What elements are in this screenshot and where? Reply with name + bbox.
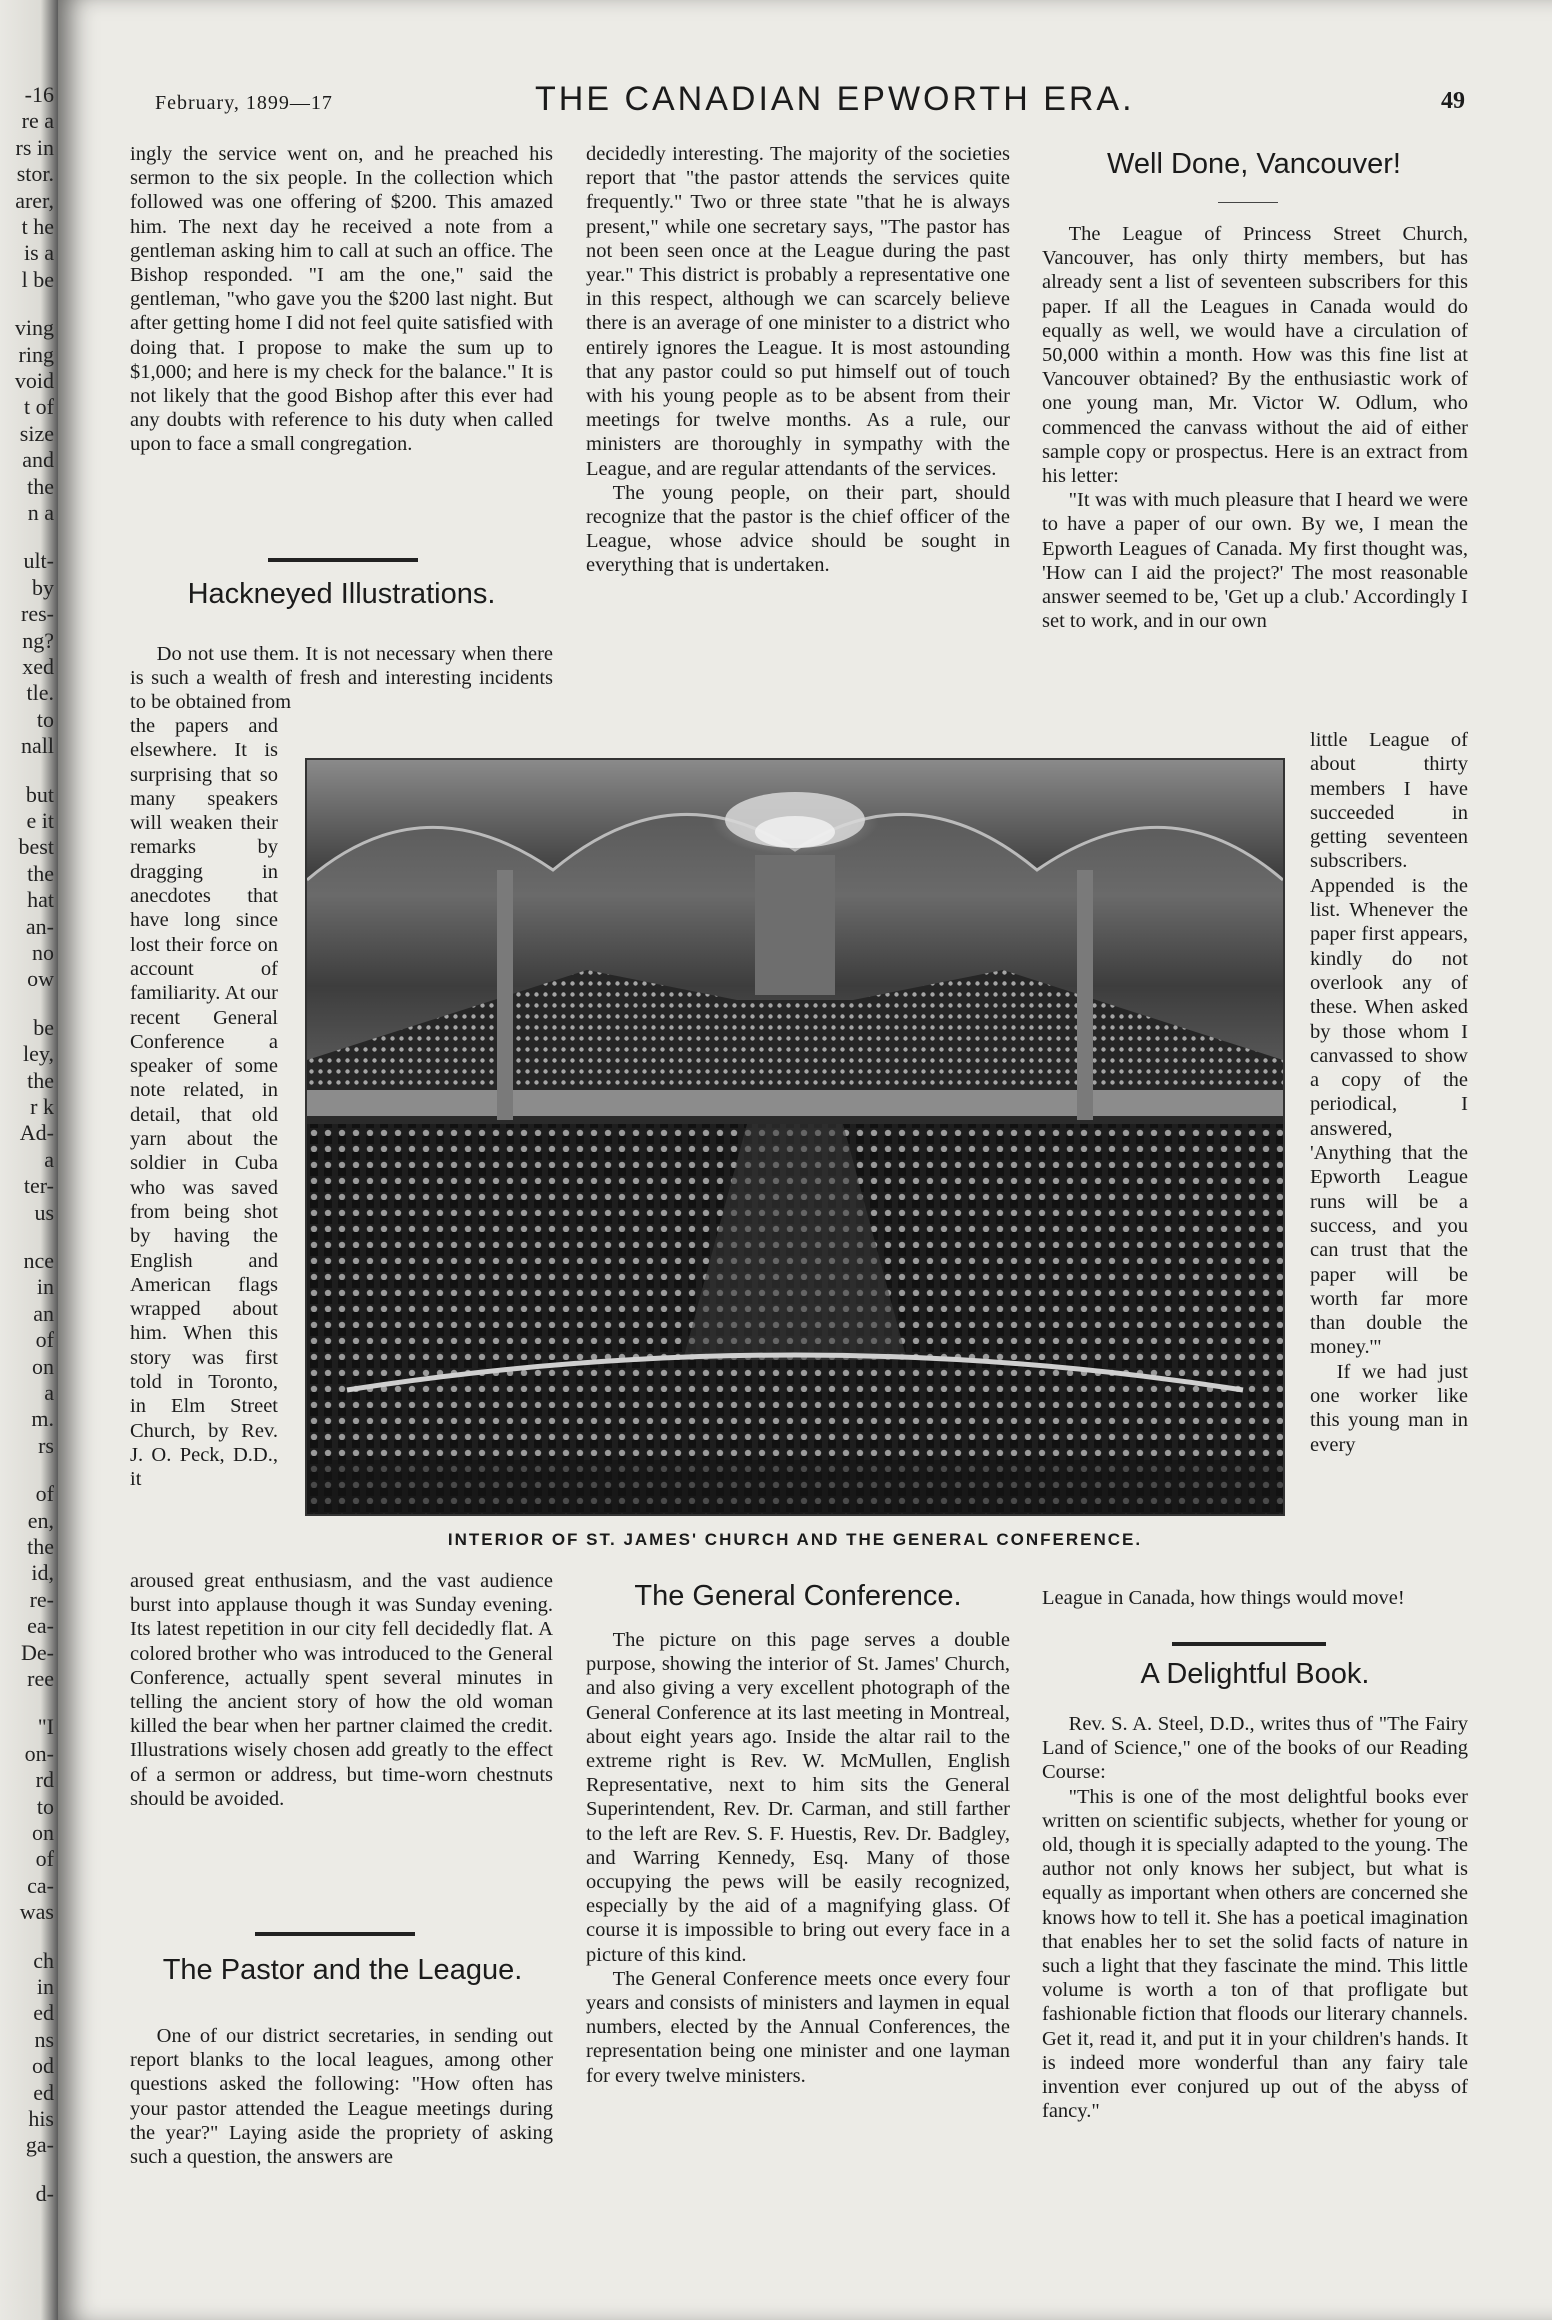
edge-fragment: in [36, 1974, 54, 1999]
edge-fragment: a [44, 1380, 54, 1405]
edge-fragment: en, [27, 1507, 54, 1533]
edge-fragment: an- [25, 913, 54, 939]
paragraph: The picture on this page serves a double purpose, showing the interior of St. James' Church, and also giving a very excellent photograph of the General Conference at its last meeting in Montreal, about eight years ago. Inside the altar rail to the extreme right is Rev. W. McMullen, English Representative, next to him sits the General Superintendent, Rev. Dr. Carman, and still farther to the left are Rev. S. F. Huestis, Rev. Dr. Badgley, and Warring Kennedy, Esq. Many of those occupying the pews will be easily recognized, especially by the aid of a magnifying glass. Of course it is impossible to bring out every face in a picture of this kind. [586, 1629, 1010, 1966]
heading-dash [1218, 202, 1278, 203]
edge-fragment: the [27, 1067, 54, 1093]
edge-fragment: to [36, 1793, 54, 1819]
edge-fragment: ed [33, 2079, 54, 2105]
paragraph: The young people, on their part, should recognize that the pastor is the chief officer of the League, whose advice should be sought in everything that is undertaken. [586, 481, 1010, 577]
edge-fragment: on [32, 1353, 54, 1379]
edge-fragment: of [35, 1846, 54, 1872]
edge-fragment: the [27, 473, 54, 499]
edge-fragment: ea- [27, 1613, 54, 1639]
issue-date: February, 1899—17 [155, 92, 333, 114]
edge-fragment: in [36, 1274, 54, 1300]
edge-fragment: n a [27, 500, 54, 525]
pastor-heading: The Pastor and the League. [162, 1954, 523, 1986]
edge-fragment: ley, [23, 1041, 54, 1067]
hackneyed-continued [130, 1569, 553, 1811]
paragraph: "It was with much pleasure that I heard we were to have a paper of our own. By we, I mean the Epworth Leagues of Canada. My first thought was, 'How can I aid the project?' The most reasonable answer seemed to be, 'Get up a club.' Accordingly I set to work, and in our own [1042, 489, 1468, 633]
paragraph: aroused great enthusiasm, and the vast audience burst into applause though it was Sunday evening. Its latest repetition in our city fell decidedly flat. A colored brother who was introduced to the General Conference, actually spent several minutes in telling the ancient story of how the old woman killed the bear when her partner claimed the credit. Illustrations wisely chosen add greatly to the effect of a sermon or address, but time-worn chestnuts should be avoided. [130, 1570, 553, 1810]
edge-fragment: to [36, 706, 54, 732]
edge-fragment: ult- [23, 548, 54, 574]
edge-fragment: e it [26, 808, 54, 833]
edge-fragment: d- [35, 2180, 54, 2206]
edge-fragment: is a [24, 240, 54, 266]
edge-fragment: the [27, 1534, 54, 1559]
section-rule [255, 1932, 415, 1936]
edge-fragment: ed [33, 2000, 54, 2026]
edge-fragment: ree [27, 1666, 54, 1691]
edge-fragment: was [19, 1899, 54, 1925]
edge-fragment: be [33, 1014, 54, 1040]
edge-fragment: rs in [15, 134, 54, 160]
vancouver-narrow-column [1310, 728, 1468, 1457]
edge-fragment: rd [35, 1767, 54, 1793]
edge-fragment: a [44, 1146, 54, 1172]
paragraph: little League of about thirty members I have succeeded in getting seventeen subscribers. Appended is the list. Whenever the paper first appears, kindly do not overlook any of these. When asked by those whom I canvassed to show a copy of the periodical, I answered, 'Anything that the Epworth League runs will be a success, and you can trust that the paper will be worth far more than double the money.'" [1310, 729, 1468, 1359]
paragraph: One of our district secretaries, in sending out report blanks to the local leagues, among other questions asked the following: "How often has your pastor attended the League meetings during the year?" Laying aside the propriety of asking such a question, the answers are [130, 2025, 553, 2169]
edge-fragment: on- [24, 1740, 54, 1766]
pastor-column-2 [586, 142, 1010, 578]
edge-fragment: t he [21, 214, 54, 239]
edge-fragment: ring [18, 341, 54, 367]
church-interior-photo [305, 758, 1285, 1516]
page-number: 49 [1441, 88, 1465, 114]
conference-heading: The General Conference. [634, 1580, 962, 1612]
pastor-column-1 [130, 2024, 553, 2169]
vancouver-body [1042, 222, 1468, 633]
vancouver-heading: Well Done, Vancouver! [1107, 148, 1401, 180]
paragraph: The League of Princess Street Church, Vancouver, has only thirty members, but has already sent a list of seventeen subscribers for this paper. If all the Leagues in Canada would do equally as well, we would have a circulation of 50,000 within a month. How was this fine list at Vancouver obtained? By the enthusiastic work of one young man, Mr. Victor W. Odlum, who commenced the canvass without the aid of either sample copy or prospectus. Here is an extract from his letter: [1042, 223, 1468, 488]
paragraph: League in Canada, how things would move! [1042, 1587, 1405, 1609]
hackneyed-heading: Hackneyed Illustrations. [187, 578, 496, 610]
edge-fragment: ca- [27, 1872, 54, 1898]
edge-fragment: l be [21, 266, 54, 292]
paragraph: ingly the service went on, and he preached his sermon to the six people. In the collection which followed was one offering of $200. This amazed him. The next day he received a note from a gentleman asking him to call at such an office. The Bishop responded. "I am the one," said the gentleman, "who gave you the $200 last night. But after getting home I did not feel quite satisfied with doing that. I propose to make the sum up to $1,000; and here is my check for the balance." It is not likely that the good Bishop after this ever had any doubts with reference to his duty when called upon to face a small congregation. [130, 143, 553, 456]
edge-fragment: no [32, 940, 54, 965]
edge-fragment: re a [21, 108, 54, 134]
section-rule [268, 558, 418, 562]
edge-fragment: his [28, 2106, 54, 2131]
page-header [155, 80, 1465, 130]
paragraph: If we had just one worker like this young man in every [1310, 1360, 1468, 1456]
edge-fragment: ch [33, 1947, 54, 1973]
edge-fragment: ga- [25, 2132, 54, 2158]
edge-fragment: of [35, 1481, 54, 1507]
edge-fragment: ter- [23, 1173, 54, 1199]
conference-body [586, 1628, 1010, 2088]
edge-fragment: on [32, 1820, 54, 1845]
edge-fragment: tle. [26, 680, 54, 706]
edge-fragment: nall [21, 733, 54, 759]
photo-illustration [307, 760, 1283, 1514]
edge-fragment: nce [23, 1248, 54, 1273]
edge-fragment: hat [27, 887, 54, 913]
paragraph: decidedly interesting. The majority of the societies report that "the pastor attends the services quite frequently." Two or three state "that he is always present," while one secretary says, "The pastor has not been seen once at the League during the past year." This district is probably a representative one in this respect, although we can scarcely believe there is an average of one minister to a district who entirely ignores the League. It is most astounding that any pastor could so put himself out of touch with his young people as to be absent from their meetings for twelve months. As a rule, our ministers are thoroughly in sympathy with the League, and are regular attendants of the services. [586, 143, 1010, 480]
paragraph: Do not use them. It is not necessary when there is such a wealth of fresh and interesting incidents to be obtained from [130, 643, 553, 714]
paragraph: "This is one of the most delightful books ever written on scientific subjects, whether for young or old, though it is specially adapted to the young. The author not only knows her subject, but what is equally as important when others are concerned she knows how to tell it. She has a poetical imagination that enables her to set the solid facts of nature in such a light that they fascinate the mind. This little volume is worth a ton of that profligate but fashionable fiction that floods our literary channels. Get it, read it, and put it in your children's hands. It is indeed more wonderful than any fairy tale invention ever conjured up out of the abyss of fancy." [1042, 1785, 1468, 2123]
edge-fragment: ving [14, 315, 54, 341]
edge-fragment: Ad- [19, 1120, 54, 1146]
vancouver-tail [1042, 1586, 1468, 1610]
edge-fragment: ow [27, 966, 54, 992]
edge-fragment: r k [30, 1094, 54, 1119]
edge-fragment: ns [34, 2026, 54, 2052]
edge-fragment: ng? [22, 627, 54, 653]
section-rule [1172, 1642, 1326, 1646]
edge-fragment: arer, [15, 187, 54, 213]
paragraph: Rev. S. A. Steel, D.D., writes thus of "The Fairy Land of Science," one of the books of our Reading Course: [1042, 1713, 1468, 1784]
edge-fragment: us [34, 1199, 54, 1225]
edge-fragment: xed [22, 654, 54, 679]
edge-fragment: and [22, 447, 54, 473]
edge-fragment: -16 [24, 82, 54, 107]
edge-fragment: "I [37, 1714, 54, 1740]
hackneyed-lead [130, 642, 553, 715]
edge-fragment: rs [38, 1432, 54, 1458]
book-heading: A Delightful Book. [1140, 1658, 1370, 1690]
previous-page-edge [0, 0, 58, 2320]
edge-fragment: res- [21, 601, 54, 627]
edge-fragment: an [33, 1300, 54, 1326]
edge-fragment: stor. [16, 161, 54, 187]
edge-fragment: m. [31, 1406, 54, 1432]
edge-fragment: re- [29, 1586, 54, 1612]
bishop-story-continued [130, 142, 553, 457]
book-body [1042, 1712, 1468, 2123]
edge-fragment: of [35, 1327, 54, 1353]
edge-fragment: t of [24, 394, 54, 420]
photo-caption: INTERIOR OF ST. JAMES' CHURCH AND THE GENERAL CONFERENCE. [447, 1530, 1143, 1549]
edge-fragment: but [25, 781, 54, 807]
paragraph: the papers and elsewhere. It is surprising that so many speakers will weaken their remarks by dragging in anecdotes that have long since lost their force on account of familiarity. At our recent General Conference a speaker of some note related, in detail, that old yarn about the soldier in Cuba who was saved from being shot by having the English and American flags wrapped about him. When this story was first told in Toronto, in Elm Street Church, by Rev. J. O. Peck, D.D., it [130, 715, 278, 1491]
edge-fragment: the [27, 860, 54, 886]
edge-fragment: by [32, 574, 54, 600]
edge-fragment: best [18, 834, 54, 860]
edge-fragment: size [19, 420, 54, 446]
paragraph: The General Conference meets once every four years and consists of ministers and laymen in equal numbers, elected by the Annual Conferences, the representation being one minister and one layman for every twelve ministers. [586, 1967, 1010, 2087]
edge-fragment: id, [31, 1560, 54, 1586]
edge-fragment: void [14, 368, 54, 393]
edge-fragment: od [32, 2053, 54, 2079]
publication-title: THE CANADIAN EPWORTH ERA. [535, 80, 1135, 118]
hackneyed-narrow-column [130, 714, 278, 1492]
edge-fragment: De- [21, 1639, 54, 1665]
